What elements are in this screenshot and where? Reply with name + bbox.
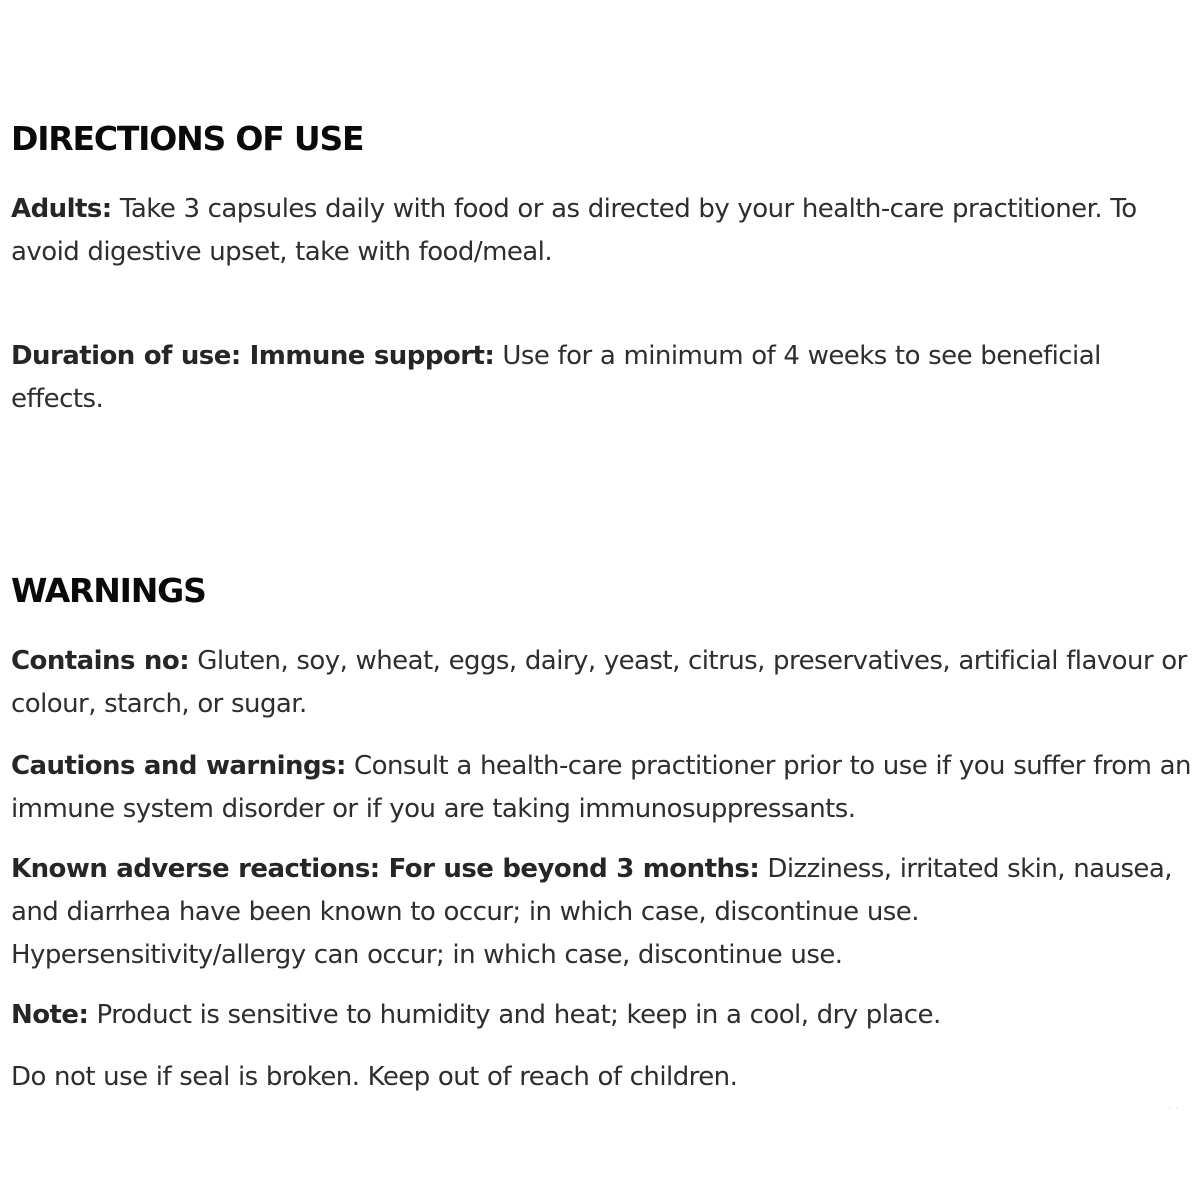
adverse-text: Dizziness, irritated skin, nausea, and diarrhea have been known to occur; in which case, discontinue use. Hypersensitivity/allergy can occur; in which case, discontinue use. [11,854,1172,970]
cautions-text: Consult a health-care practitioner prior to use if you suffer from an immune system disorder or if you are taking immunosuppressants. [11,751,1191,824]
warnings-heading: WARNINGS [11,571,206,610]
note-text: Product is sensitive to humidity and heat; keep in a cool, dry place. [88,1000,941,1030]
cautions-label: Cautions and warnings: [11,751,346,781]
adverse-label: Known adverse reactions: For use beyond 3 months: [11,854,760,884]
note-label: Note: [11,1000,89,1030]
product-label-document [11,0,1197,1200]
seal-paragraph: Do not use if seal is broken. Keep out of reach of children. [11,1062,738,1092]
cautions-paragraph [11,745,1197,831]
scan-artifact: .. [1168,1101,1183,1112]
contains-text: Gluten, soy, wheat, eggs, dairy, yeast, citrus, preservatives, artificial flavour or colour, starch, or sugar. [11,646,1187,719]
contains-label: Contains no: [11,646,190,676]
directions-heading: DIRECTIONS OF USE [11,119,364,158]
adults-text: Take 3 capsules daily with food or as directed by your health-care practitioner. To avoid digestive upset, take with food/meal. [11,194,1137,267]
duration-paragraph [11,335,1197,421]
contains-paragraph [11,640,1197,726]
adults-paragraph [11,188,1197,274]
duration-text: Use for a minimum of 4 weeks to see beneficial effects. [11,341,1101,414]
duration-label: Duration of use: Immune support: [11,341,495,371]
adults-label: Adults: [11,194,112,224]
note-paragraph [11,994,1197,1037]
adverse-paragraph [11,848,1197,977]
